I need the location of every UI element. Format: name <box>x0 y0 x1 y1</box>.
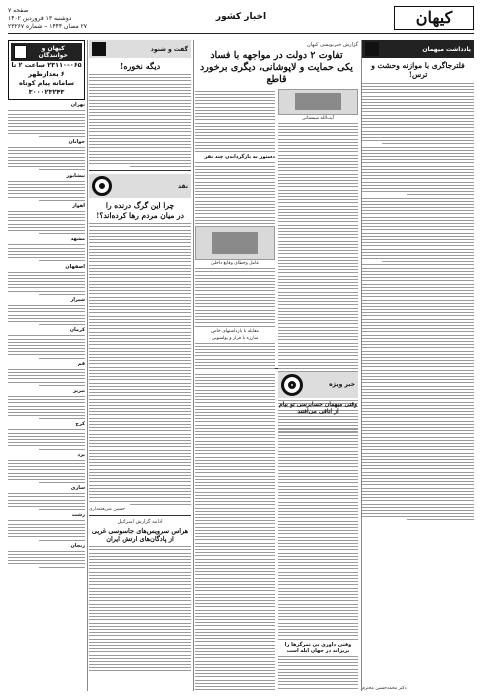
middle-column <box>195 40 358 691</box>
city-label: نیشابور <box>66 172 85 179</box>
column-rule <box>193 40 194 691</box>
critique-headline-line-1: چرا این گرگ درنده را <box>105 201 175 211</box>
critique-headline-line-2: در میان مردم رها کرده‌اند؟! <box>96 210 184 220</box>
main-kicker: گزارش خبرنویسی کیهان <box>307 42 358 48</box>
special-news-label: خبر ویژه <box>329 381 355 389</box>
main-story-body <box>195 89 358 365</box>
city-label: زنجان <box>70 542 85 549</box>
main-headline-line-1: تفاوت ۲ دولت در مواجهه با فساد <box>210 50 343 61</box>
left-column-2 <box>89 40 191 691</box>
city-label: ساری <box>70 485 85 492</box>
city-label: قم <box>77 360 85 367</box>
guest-note-byline: دکتر محمدحسین محترم <box>362 686 407 691</box>
main-story-col-b <box>195 89 275 365</box>
main-story-col-a <box>278 89 358 365</box>
readers-phone-1: ۲۳۱۱۰-۰۶۵ ساعت ۲ تا ۶ بعدازظهر <box>11 61 82 79</box>
readers-phone-2: سامانه پیام کوتاه ۳۰۰۰۲۳۲۴۳ <box>18 79 75 97</box>
dialogue-header <box>89 40 191 58</box>
story-photo-right <box>278 89 358 115</box>
newspaper-logo: کیهان <box>394 6 474 30</box>
story-photo-left <box>195 226 275 260</box>
lower-caption-2: مبارزه با فرار و پولشویی <box>211 335 259 341</box>
city-label: اصفهان <box>65 263 85 270</box>
column-rule <box>87 40 88 691</box>
inner-subhead: دستور به بازگرداندن چند نفر <box>204 154 275 161</box>
guest-note-label: یادداشت میهمان <box>422 45 471 53</box>
special-news-col-b <box>195 372 275 684</box>
page-meta <box>8 7 87 31</box>
dialogue-headline: دیگه نخوره! <box>119 61 161 71</box>
city-label: مشهد <box>70 236 85 243</box>
city-label: کرج <box>75 421 85 428</box>
readers-letters <box>8 102 85 567</box>
spiral-logo-icon <box>281 374 303 396</box>
city-label: کرمان <box>69 327 85 334</box>
city-label: اهواز <box>72 202 85 209</box>
left-column-1 <box>8 40 85 691</box>
guest-note-headline: فلترجاگری با موازنه وحشت و ترس! <box>371 61 465 80</box>
date-line-1: دوشنبه ۱۳ فروردین ۱۴۰۲ <box>8 15 72 22</box>
critique-header <box>89 174 191 198</box>
city-label: جوانان <box>68 139 85 146</box>
city-label: تهران <box>70 102 85 109</box>
bottom-headline: وقتی داوری بی ثمرگرها را بریزاند در جهان ابله است <box>284 641 352 654</box>
city-label: یزد <box>77 451 85 458</box>
critique-spiral-icon <box>92 176 112 196</box>
dialogue-label: گفت و شنود <box>150 45 188 53</box>
special-news-col-a <box>278 372 358 684</box>
guest-note-body <box>362 83 474 521</box>
story-photo-right-caption: آیت‌الله سیستانی <box>302 115 334 121</box>
city-label: تبریز <box>72 387 85 394</box>
city-label: رشت <box>71 512 85 519</box>
special-news-headline: وقتی میهمان حسابرسی تو بیام از اتاقی می‌افتند <box>278 400 358 416</box>
date-line-2: ۲۷ مضان ۱۴۴۴ – شماره ۲۳۲۶۷ <box>8 23 88 30</box>
special-news-header <box>278 372 358 398</box>
critique-label: نقد <box>177 182 188 190</box>
guest-note-header <box>362 40 474 58</box>
special-news-block <box>195 372 358 684</box>
city-label: شیراز <box>70 297 85 303</box>
readers-box-label: کیهان و خوانندگان <box>38 45 68 59</box>
readers-box-icon <box>14 45 27 59</box>
lower-headline-line-2: از پادگان‌های ارتش ایران <box>106 535 174 543</box>
masthead <box>8 6 474 34</box>
lower-headline-line-1: هراس سرویس‌های جاسوسی غربی <box>91 526 189 535</box>
critique-byline: حسین شریعتمداری <box>89 506 125 512</box>
readers-box-header <box>11 43 82 61</box>
section-title: اخبار کشور <box>215 12 267 22</box>
main-headline-line-2: یکی حمایت و لاپوشانی، دیگری برخورد قاطع <box>200 61 353 85</box>
story-photo-left-caption: عامل وخطای وقایع داخلی <box>210 261 260 267</box>
guest-note-icon <box>365 42 379 56</box>
lower-caption-1: مقابله با بازداشتهای خاص <box>211 328 259 334</box>
page-number: صفحه ۷ <box>8 7 29 14</box>
lower-kicker: ادامه گزارش اسرائیل <box>117 518 163 525</box>
right-column <box>362 40 474 691</box>
readers-box <box>8 40 85 100</box>
dialogue-icon <box>92 42 106 56</box>
